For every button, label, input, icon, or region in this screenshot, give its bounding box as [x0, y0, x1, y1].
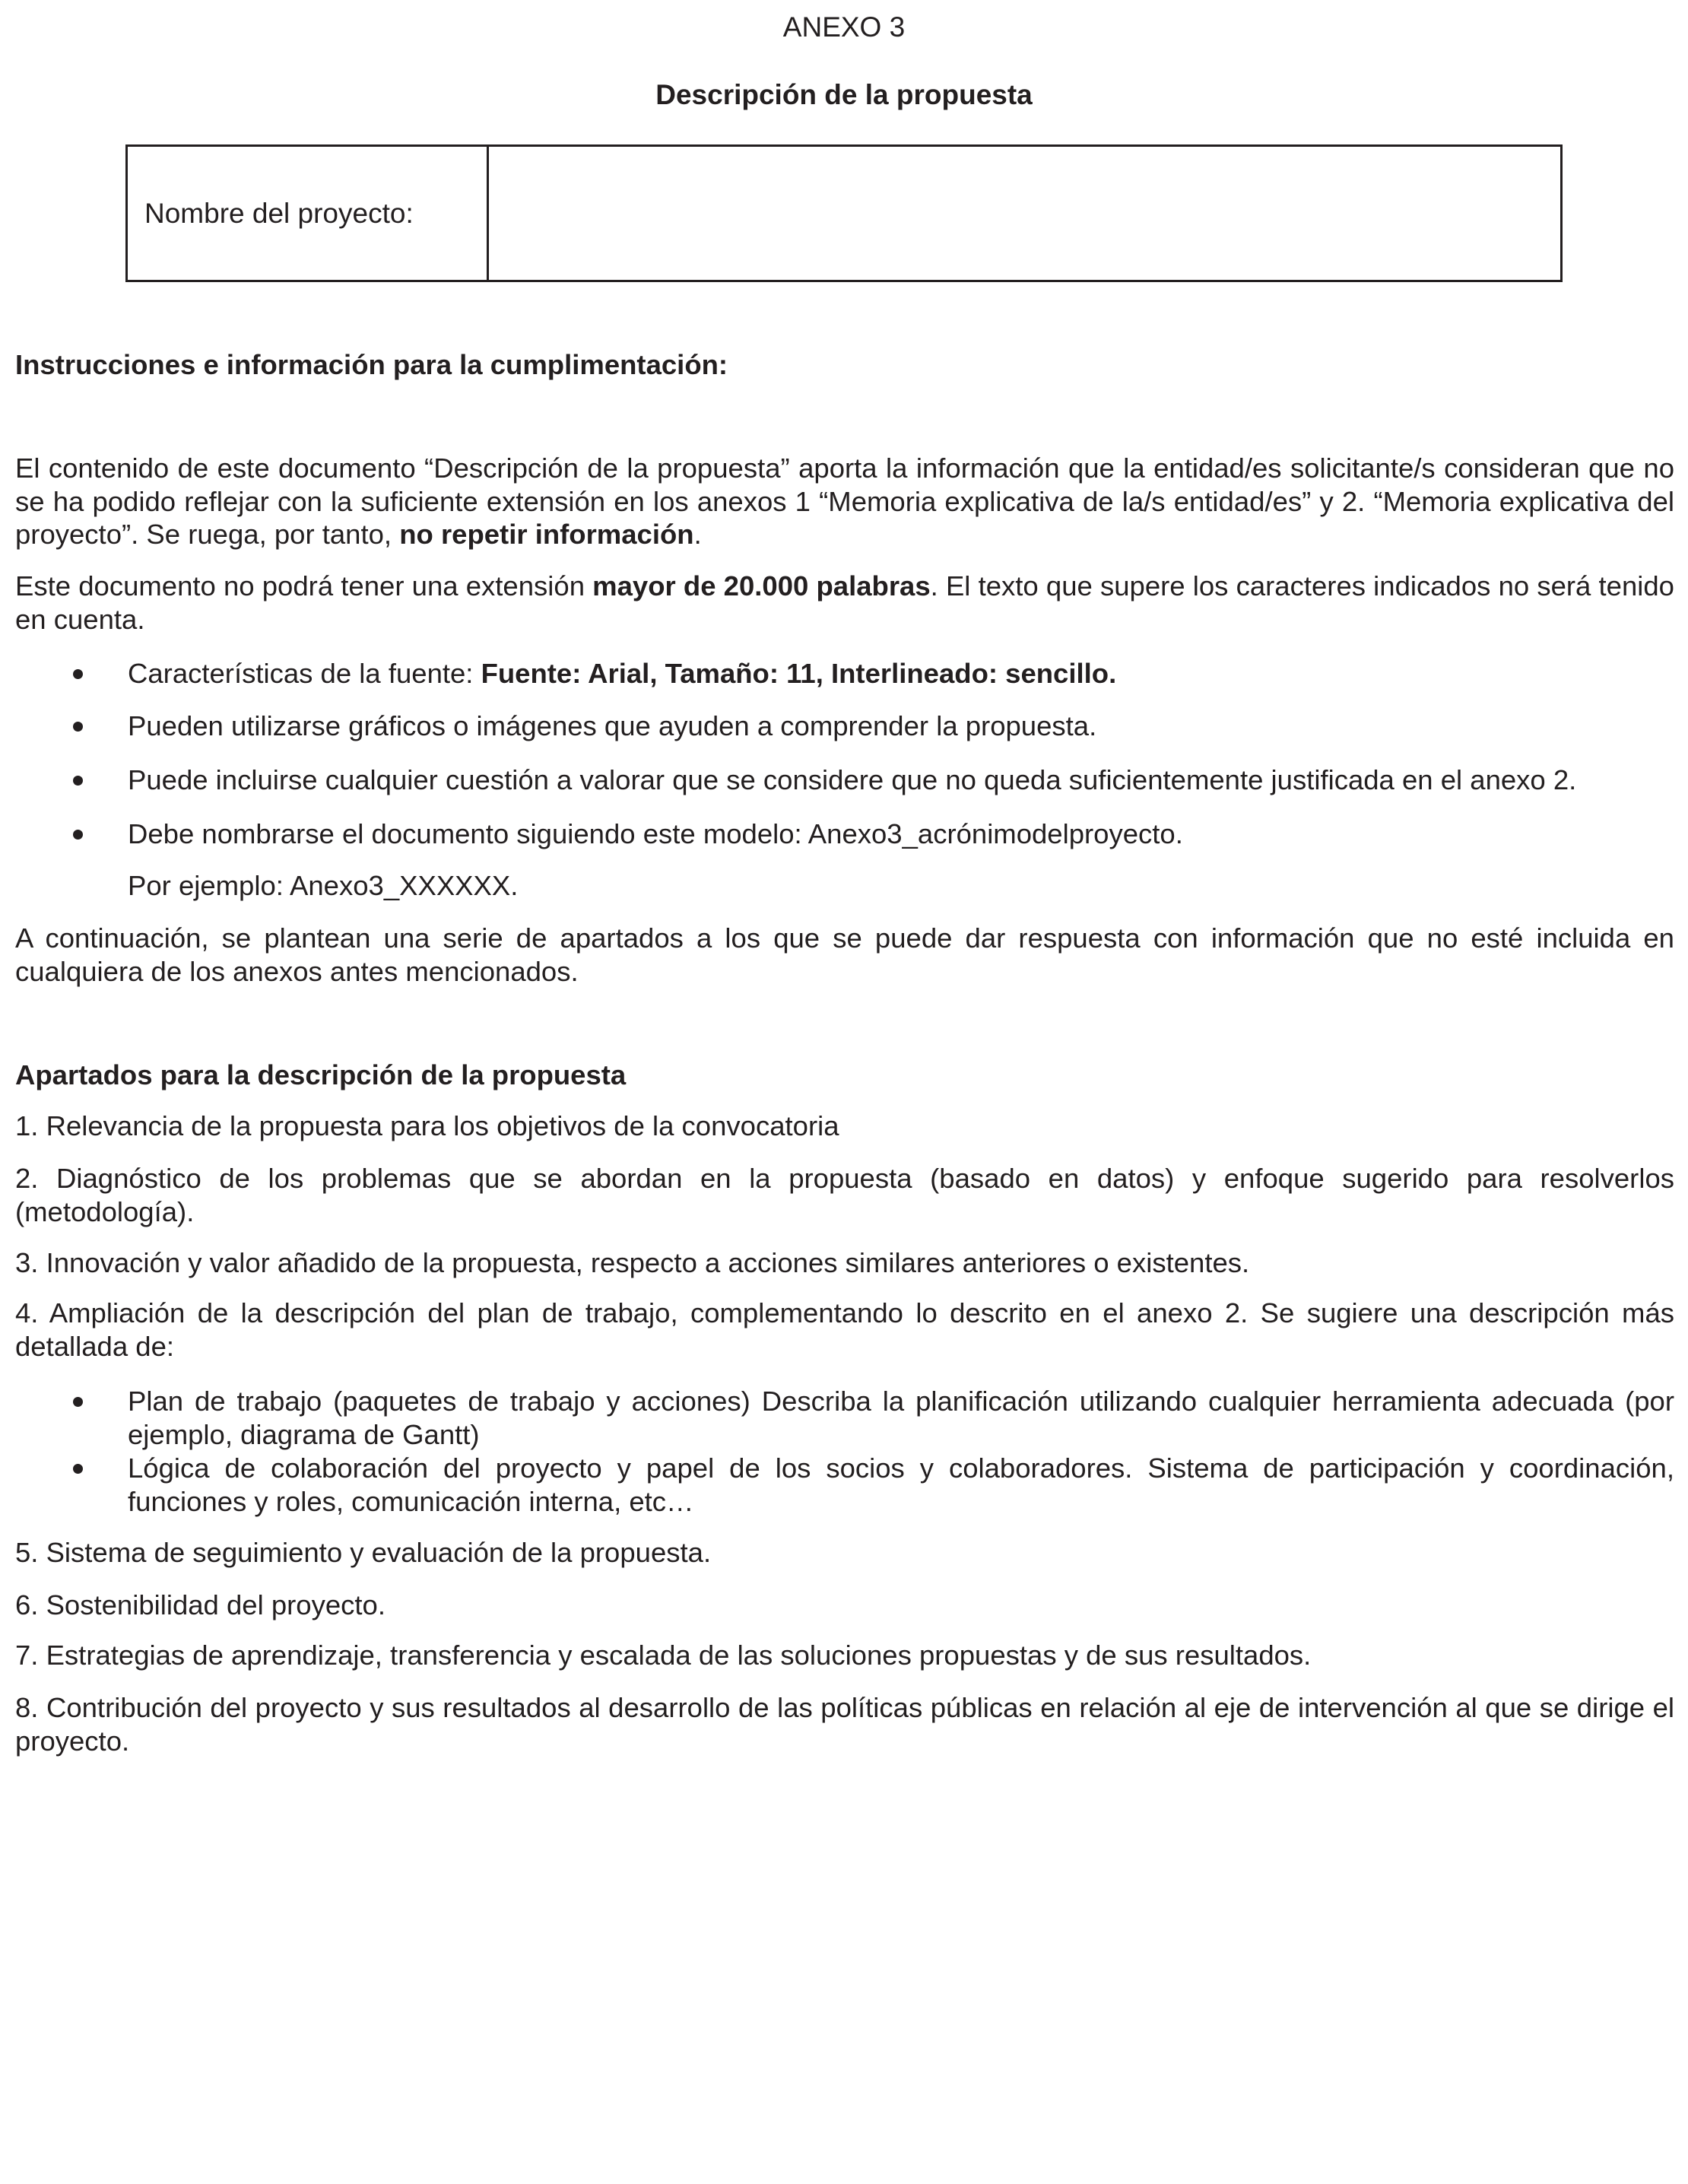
paragraph-1-end: .: [693, 519, 702, 550]
section-4-bullet-text: Lógica de colaboración del proyecto y papel de los socios y colaboradores. Sistema de participación y coordinación, funciones y roles, comunicación interna, etc…: [128, 1452, 1674, 1517]
instructions-paragraph-1: [15, 452, 1674, 551]
project-name-label: Nombre del proyecto:: [127, 146, 488, 281]
bullet-icon: [73, 776, 83, 786]
annex-label: ANEXO 3: [782, 11, 906, 43]
instructions-paragraph-2: [15, 570, 1674, 636]
bullet-icon: [73, 830, 83, 840]
bullet-text: Debe nombrarse el documento siguiendo este modelo: Anexo3_acrónimodelproyecto.: [128, 818, 1183, 849]
instructions-paragraph-3: A continuación, se plantean una serie de apartados a los que se puede dar respuesta con información que no esté incluida en cualquiera de los anexos antes mencionados.: [15, 922, 1674, 987]
paragraph-2-end: . El texto que supere los caracteres indicados no será tenido en cuenta.: [15, 570, 1674, 635]
bullet-bold: Fuente: Arial, Tamaño: 11, Interlineado: sencillo.: [481, 658, 1117, 689]
page-title: Descripción de la propuesta: [655, 79, 1033, 110]
section-item-4: 4. Ampliación de la descripción del plan de trabajo, complementando lo descrito en el anexo 2. Se sugiere una descripción más detallada de:: [15, 1297, 1674, 1362]
bullet-text: Características de la fuente:: [128, 658, 481, 689]
instructions-heading: Instrucciones e información para la cumplimentación:: [15, 349, 728, 380]
section-item-7: 7. Estrategias de aprendizaje, transferencia y escalada de las soluciones propuestas y de sus resultados.: [15, 1640, 1312, 1671]
paragraph-1-text: El contenido de este documento “Descripción de la propuesta” aporta la información que la entidad/es solicitante/s consideran que no se ha podido reflejar con la suficiente extensión en los anexos 1 “Memoria explicativa de la/s entidad/es” y 2. “Memoria explicativa del proyecto”. Se ruega, por tanto,: [15, 452, 1674, 550]
example-text: Por ejemplo: Anexo3_XXXXXX.: [128, 870, 519, 901]
paragraph-2-text: Este documento no podrá tener una extensión: [15, 570, 593, 602]
bullet-icon: [73, 1464, 83, 1474]
section-item-1: 1. Relevancia de la propuesta para los objetivos de la convocatoria: [15, 1110, 839, 1141]
section-4-bullet-text: Plan de trabajo (paquetes de trabajo y acciones) Describa la planificación utilizando cualquier herramienta adecuada (por ejemplo, diagrama de Gantt): [128, 1386, 1674, 1450]
section-item-6: 6. Sostenibilidad del proyecto.: [15, 1589, 386, 1621]
bullet-text: Pueden utilizarse gráficos o imágenes que ayuden a comprender la propuesta.: [128, 710, 1097, 741]
paragraph-2-bold: mayor de 20.000 palabras: [592, 570, 931, 602]
paragraph-1-bold: no repetir información: [399, 519, 694, 550]
bullet-icon: [73, 1397, 83, 1407]
sections-heading: Apartados para la descripción de la propuesta: [15, 1059, 627, 1090]
section-item-5: 5. Sistema de seguimiento y evaluación de la propuesta.: [15, 1537, 712, 1568]
bullet-icon: [73, 669, 83, 679]
bullet-text: Puede incluirse cualquier cuestión a valorar que se considere que no queda suficientemente justificada en el anexo 2.: [128, 764, 1577, 795]
project-name-field[interactable]: [488, 146, 1562, 281]
bullet-icon: [73, 722, 83, 732]
section-item-8: 8. Contribución del proyecto y sus resultados al desarrollo de las políticas públicas en relación al eje de intervención al que se dirige el proyecto.: [15, 1692, 1674, 1757]
section-item-3: 3. Innovación y valor añadido de la propuesta, respecto a acciones similares anteriores o existentes.: [15, 1247, 1250, 1278]
project-name-table: [125, 144, 1563, 282]
section-item-2: 2. Diagnóstico de los problemas que se abordan en la propuesta (basado en datos) y enfoque sugerido para resolverlos (metodología).: [15, 1163, 1674, 1227]
